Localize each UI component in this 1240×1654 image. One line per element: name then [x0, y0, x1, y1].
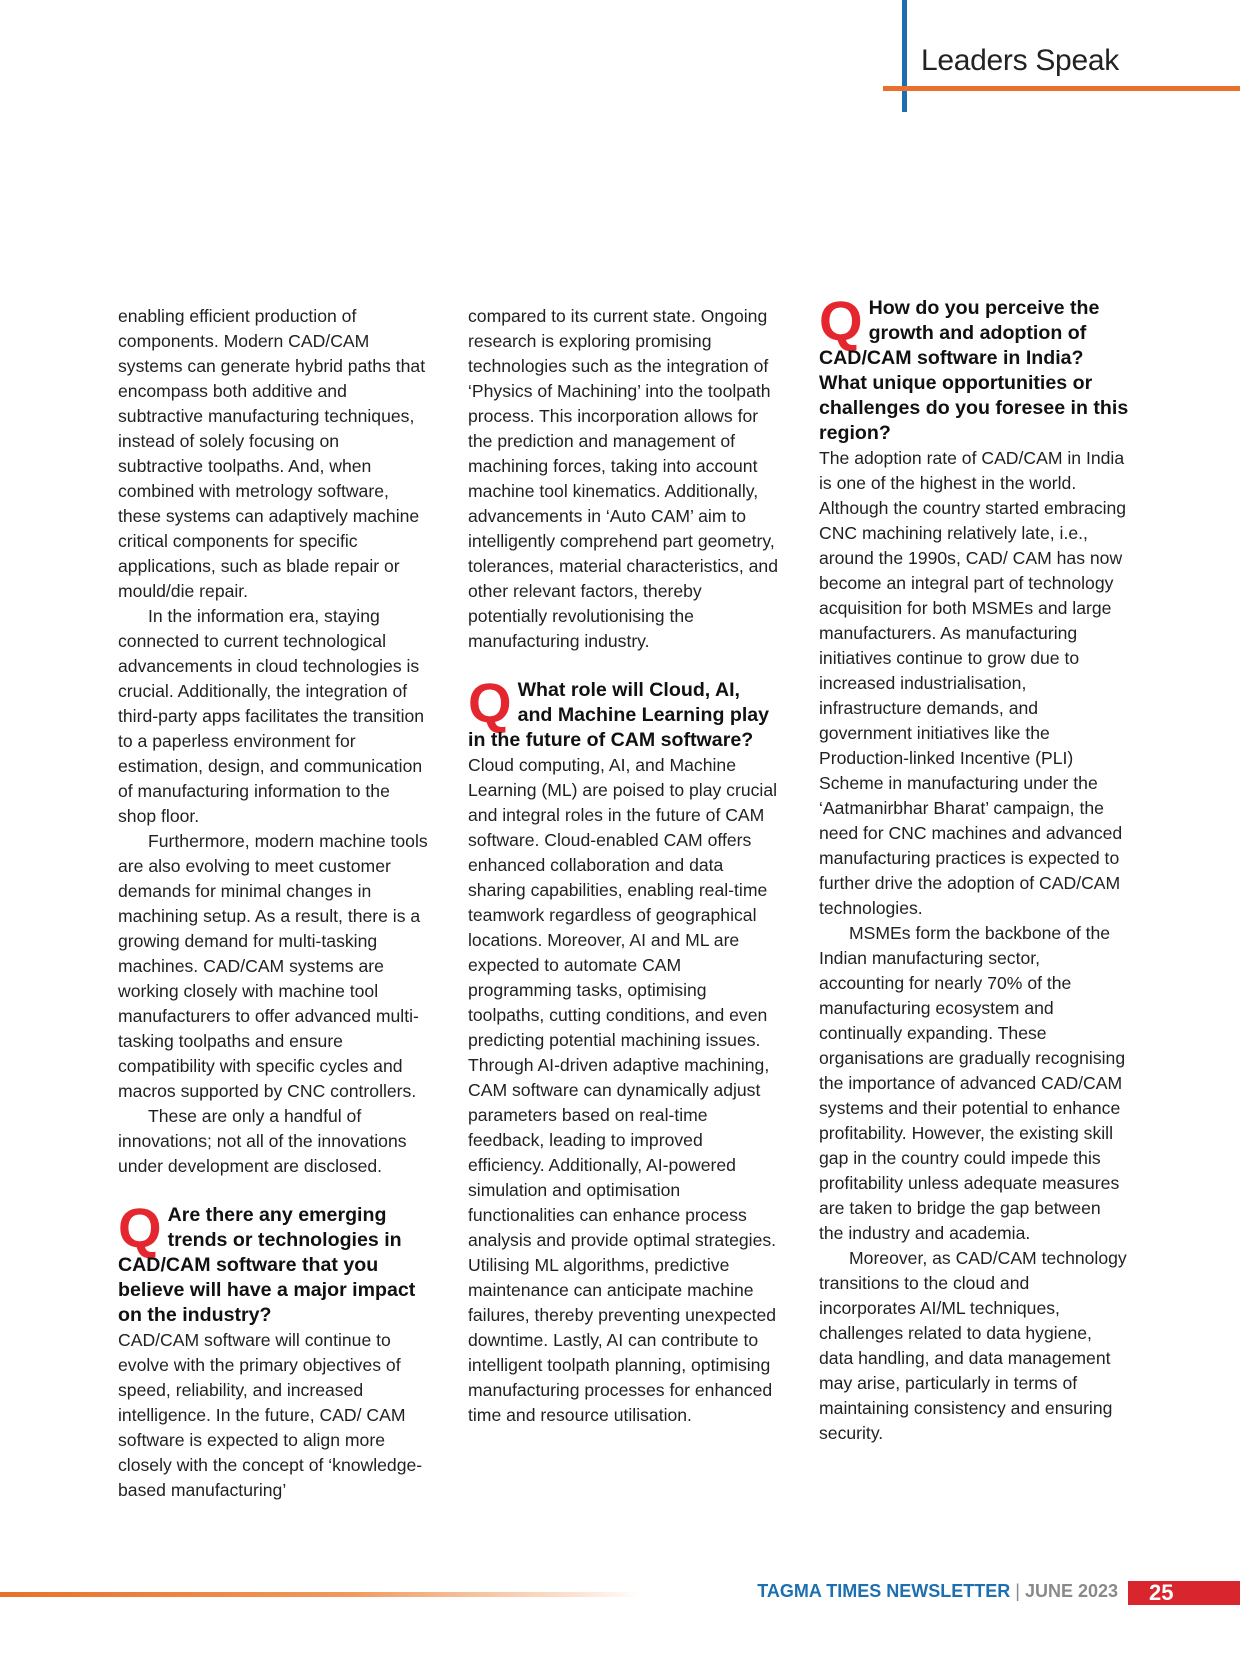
footer-separator: |	[1015, 1581, 1020, 1601]
paragraph: MSMEs form the backbone of the Indian manufacturing sector, accounting for nearly 70% of the manufacturing ecosystem and continually expanding. These organisations are gradually recognising the importance of advanced CAD/CAM systems and their potential to enhance profitability. However, the existing skill gap in the country could impede this profitability unless adequate measures are taken to bridge the gap between the industry and academia.	[819, 923, 1126, 1243]
question-heading	[118, 1196, 428, 1328]
paragraph: In the information era, staying connected to current technological advancements in cloud technologies is crucial. Additionally, the integration of third-party apps facilitates the transition to a paperless environment for estimation, design, and communication of manufacturing information to the shop floor.	[118, 606, 425, 826]
issue-date: JUNE 2023	[1024, 1581, 1118, 1601]
section-tag-rule	[883, 86, 1240, 91]
paragraph: Moreover, as CAD/CAM technology transitions to the cloud and incorporates AI/ML techniques, challenges related to data hygiene, data handling, and data management may arise, particularly in terms of maintaining consistency and ensuring security.	[819, 1248, 1127, 1443]
article-column-3	[819, 289, 1129, 1446]
footer-rule	[0, 1592, 640, 1597]
question-text: Are there any emerging trends or technologies in CAD/CAM software that you believe will have a major impact on the industry?	[118, 1204, 416, 1326]
page-number: 25	[1128, 1581, 1240, 1605]
article-column-1	[118, 304, 428, 1503]
footer-publication-info	[757, 1581, 1118, 1602]
question-marker: Q	[468, 671, 512, 734]
section-label: Leaders Speak	[921, 44, 1119, 77]
paragraph: These are only a handful of innovations; not all of the innovations under development are disclosed.	[118, 1106, 407, 1176]
question-marker: Q	[819, 289, 863, 352]
question-text: What role will Cloud, AI, and Machine Learning play in the future of CAM software?	[468, 679, 770, 751]
question-heading	[819, 289, 1129, 446]
article-column-2	[468, 304, 780, 1428]
question-marker: Q	[118, 1196, 162, 1259]
answer-paragraph: Cloud computing, AI, and Machine Learning (ML) are poised to play crucial and integral roles in the future of CAM software. Cloud-enabled CAM offers enhanced collaboration and data sharing capabilities, enabling real-time teamwork regardless of geographical locations. Moreover, AI and ML are expected to automate CAM programming tasks, optimising toolpaths, cutting conditions, and even predicting potential machining issues. Through AI-driven adaptive machining, CAM software can dynamically adjust parameters based on real-time feedback, leading to improved efficiency. Additionally, AI-powered simulation and optimisation functionalities can enhance process analysis and provide optimal strategies. Utilising ML algorithms, predictive maintenance can anticipate machine failures, thereby preventing unexpected downtime. Lastly, AI can contribute to intelligent toolpath planning, optimising manufacturing processes for enhanced time and resource utilisation.	[468, 755, 778, 1425]
answer-paragraph: CAD/CAM software will continue to evolve with the primary objectives of speed, reliability, and increased intelligence. In the future, CAD/ CAM software is expected to align more closely with the concept of ‘knowledge-based manufacturing’	[118, 1330, 423, 1500]
question-heading	[468, 671, 780, 753]
paragraph: compared to its current state. Ongoing research is exploring promising technologies such as the integration of ‘Physics of Machining’ into the toolpath process. This incorporation allows for the prediction and management of machining forces, taking into account machine tool kinematics. Additionally, advancements in ‘Auto CAM’ aim to intelligently comprehend part geometry, tolerances, material characteristics, and other relevant factors, thereby potentially revolutionising the manufacturing industry.	[468, 306, 778, 651]
paragraph: enabling efficient production of components. Modern CAD/CAM systems can generate hybrid paths that encompass both additive and subtractive manufacturing techniques, instead of solely focusing on subtractive toolpaths. And, when combined with metrology software, these systems can adaptively machine critical components for specific applications, such as blade repair or mould/die repair.	[118, 306, 426, 601]
publication-name: TAGMA TIMES NEWSLETTER	[757, 1581, 1011, 1601]
answer-paragraph: The adoption rate of CAD/CAM in India is one of the highest in the world. Although the country started embracing CNC machining relatively late, i.e., around the 1990s, CAD/ CAM has now become an integral part of technology acquisition for both MSMEs and large manufacturers. As manufacturing initiatives continue to grow due to increased industrialisation, infrastructure demands, and government initiatives like the Production-linked Incentive (PLI) Scheme in manufacturing under the ‘Aatmanirbhar Bharat’ campaign, the need for CNC machines and advanced manufacturing practices is expected to further drive the adoption of CAD/CAM technologies.	[819, 448, 1127, 918]
section-tag-bar	[902, 0, 907, 112]
paragraph: Furthermore, modern machine tools are also evolving to meet customer demands for minimal changes in machining setup. As a result, there is a growing demand for multi-tasking machines. CAD/CAM systems are working closely with machine tool manufacturers to offer advanced multi-tasking toolpaths and ensure compatibility with specific cycles and macros supported by CNC controllers.	[118, 831, 428, 1101]
question-text: How do you perceive the growth and adoption of CAD/CAM software in India? What unique opportunities or challenges do you foresee in this region?	[819, 297, 1129, 444]
